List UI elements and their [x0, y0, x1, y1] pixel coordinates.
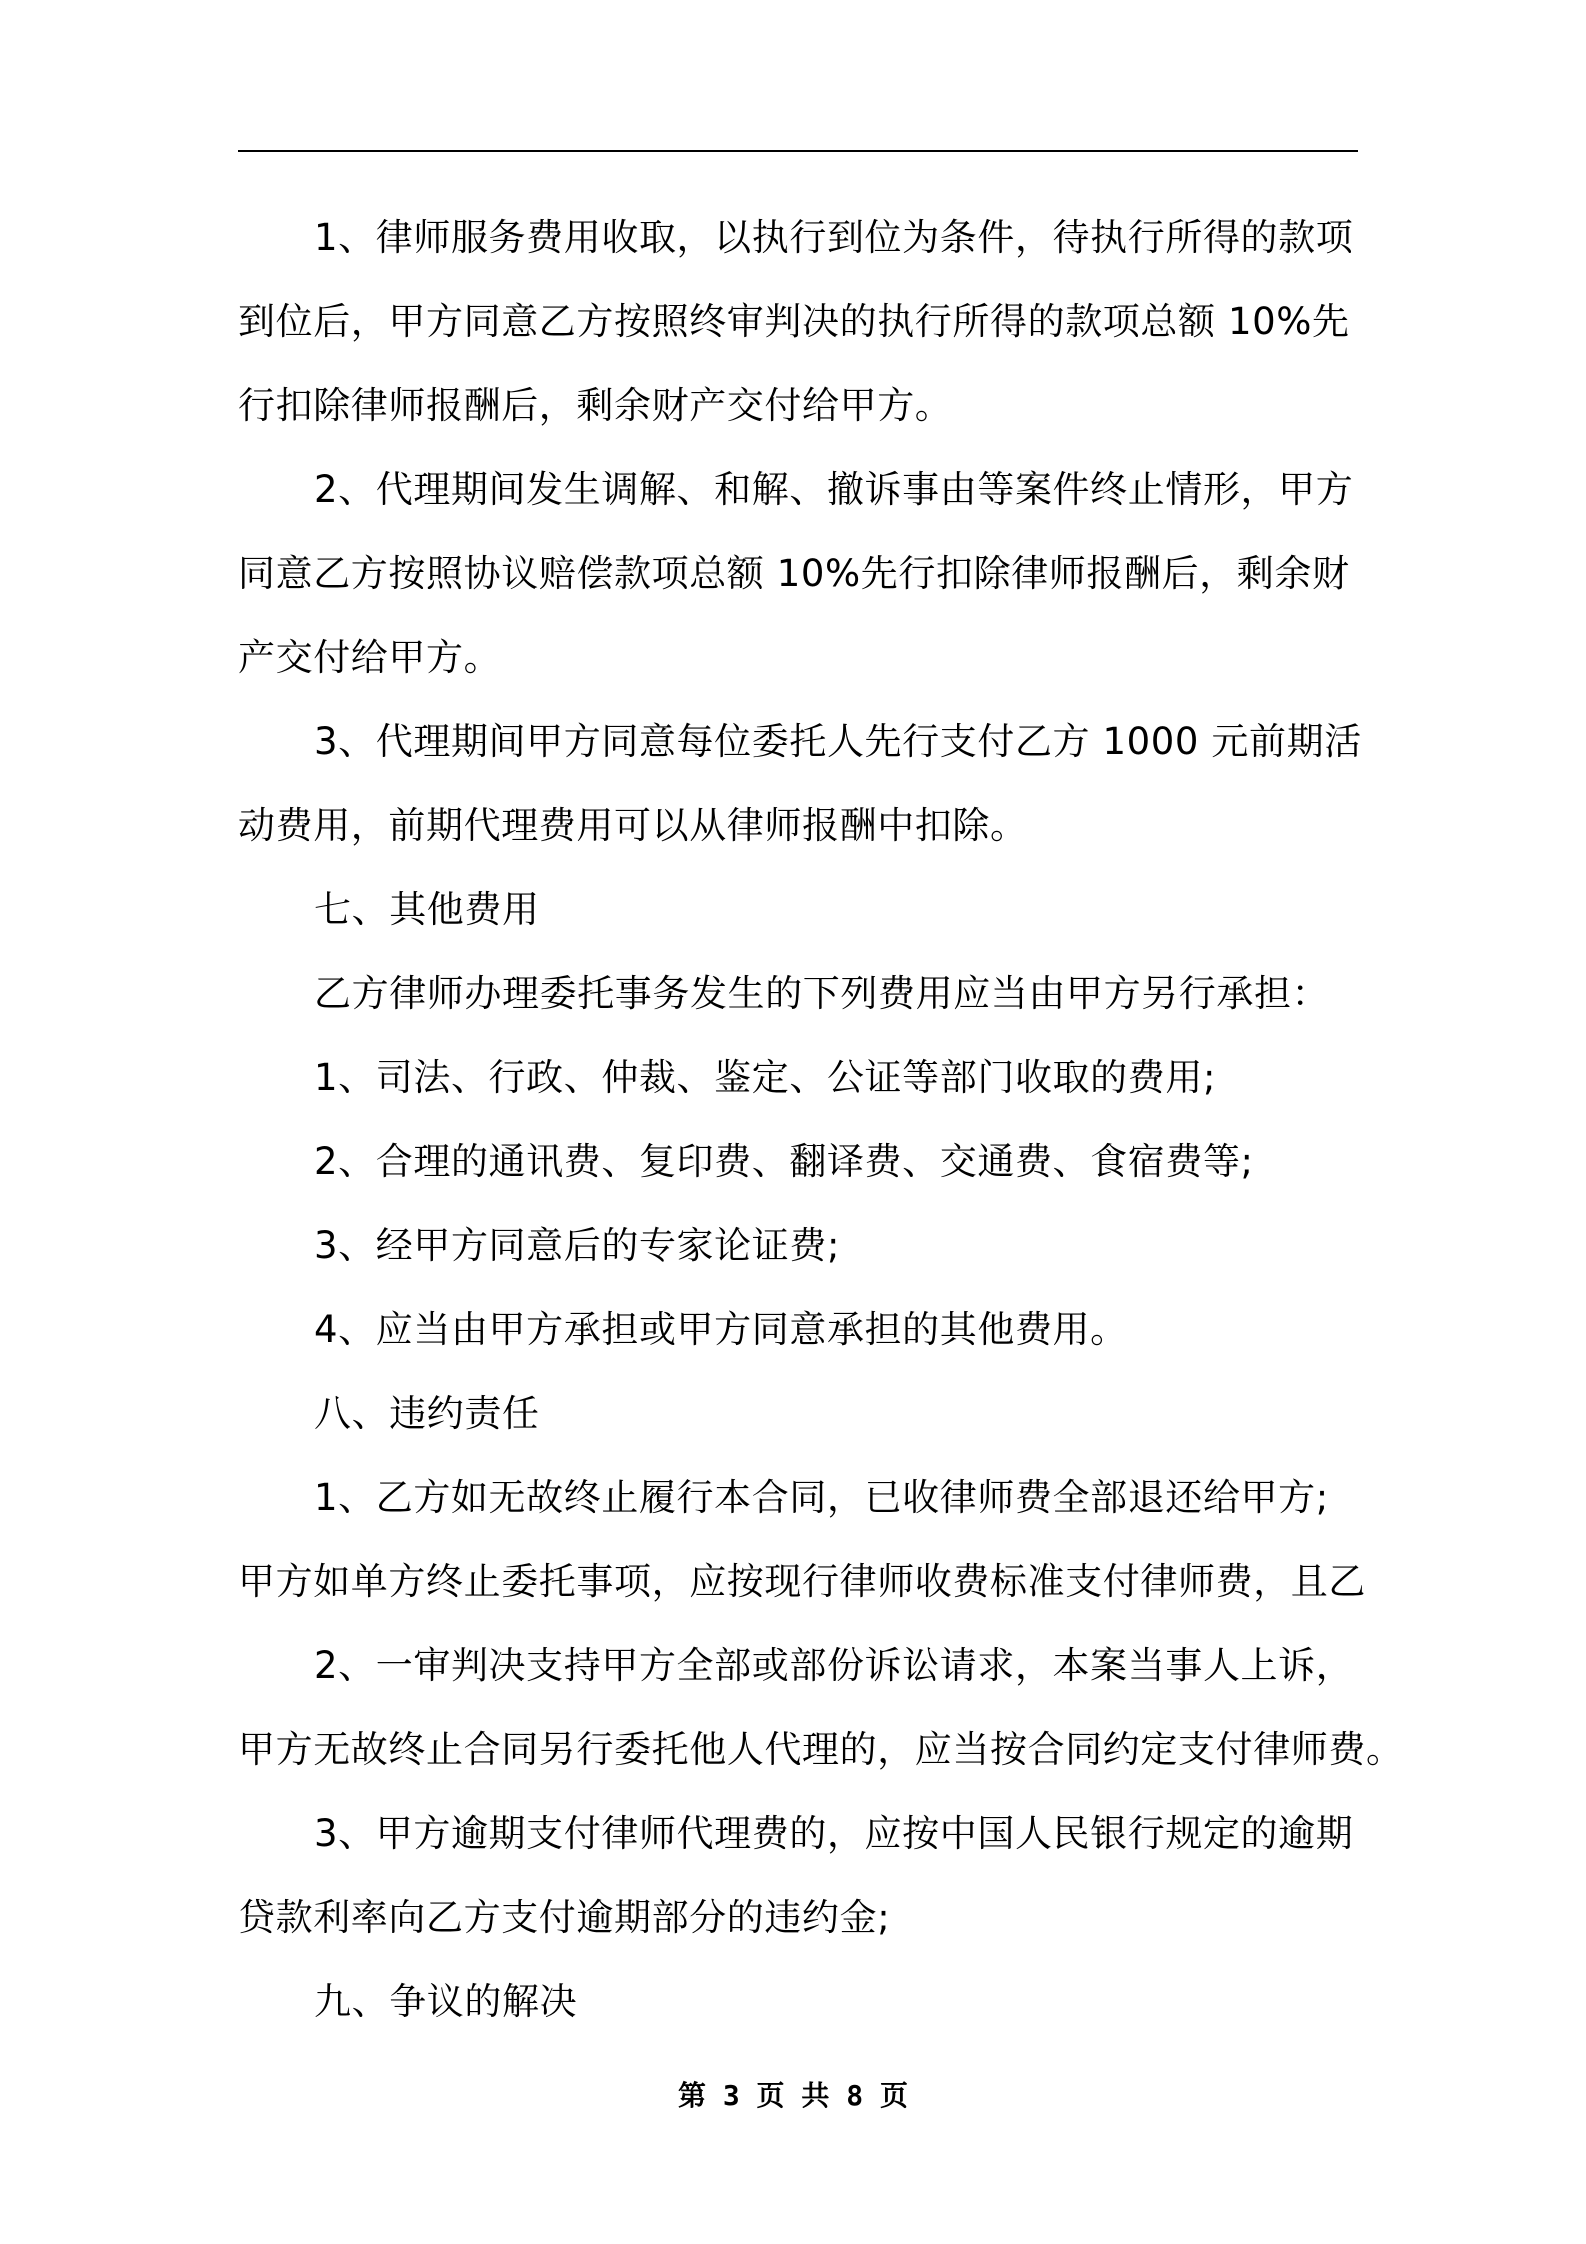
- list-item-fee-4: [238, 1288, 1358, 1372]
- list-item-fee-3: [238, 1204, 1358, 1288]
- text-line: 乙方律师办理委托事务发生的下列费用应当由甲方另行承担：: [314, 972, 1330, 1015]
- paragraph-breach-1: [238, 1456, 1366, 1624]
- paragraph-settlement: [238, 448, 1358, 700]
- text-line: 2、一审判决支持甲方全部或部份诉讼请求，本案当事人上诉，: [314, 1644, 1354, 1687]
- paragraph-fee-collection: [238, 196, 1358, 448]
- text-line: 行扣除律师报酬后，剩余财产交付给甲方。: [238, 384, 953, 427]
- text-line: 产交付给甲方。: [238, 636, 502, 679]
- header-rule: [238, 150, 1358, 152]
- text-line: 1、乙方如无故终止履行本合同，已收律师费全部退还给甲方;: [314, 1476, 1329, 1519]
- text-line: 1、律师服务费用收取，以执行到位为条件，待执行所得的款项: [314, 216, 1354, 259]
- text-line: 贷款利率向乙方支付逾期部分的违约金;: [238, 1896, 891, 1939]
- text-line: 3、甲方逾期支付律师代理费的，应按中国人民银行规定的逾期: [314, 1812, 1354, 1855]
- text-line: 到位后，甲方同意乙方按照终审判决的执行所得的款项总额 10%先: [238, 300, 1350, 343]
- page-number: 第 3 页 共 8 页: [677, 2079, 908, 2112]
- section-heading-breach: [238, 1372, 1358, 1456]
- text-line: 4、应当由甲方承担或甲方同意承担的其他费用。: [314, 1308, 1128, 1351]
- text-line: 七、其他费用: [314, 888, 540, 931]
- text-line: 动费用，前期代理费用可以从律师报酬中扣除。: [238, 804, 1028, 847]
- text-line: 1、司法、行政、仲裁、鉴定、公证等部门收取的费用;: [314, 1056, 1217, 1099]
- text-line: 同意乙方按照协议赔偿款项总额 10%先行扣除律师报酬后，剩余财: [238, 552, 1350, 595]
- paragraph-other-fees-intro: [238, 952, 1358, 1036]
- paragraph-breach-2: [238, 1624, 1404, 1792]
- text-line: 九、争议的解决: [314, 1980, 578, 2023]
- text-line: 八、违约责任: [314, 1392, 540, 1435]
- list-item-fee-2: [238, 1120, 1358, 1204]
- paragraph-breach-3: [238, 1792, 1358, 1960]
- section-heading-other-fees: [238, 868, 1358, 952]
- text-line: 3、代理期间甲方同意每位委托人先行支付乙方 1000 元前期活: [314, 720, 1362, 763]
- section-heading-dispute: [238, 1960, 1358, 2044]
- text-line: 3、经甲方同意后的专家论证费;: [314, 1224, 841, 1267]
- document-body: [238, 196, 1404, 2044]
- list-item-fee-1: [238, 1036, 1358, 1120]
- paragraph-advance-payment: [238, 700, 1362, 868]
- text-line: 甲方无故终止合同另行委托他人代理的，应当按合同约定支付律师费。: [238, 1728, 1404, 1771]
- text-line: 甲方如单方终止委托事项，应按现行律师收费标准支付律师费，且乙: [238, 1560, 1366, 1603]
- text-line: 2、合理的通讯费、复印费、翻译费、交通费、食宿费等;: [314, 1140, 1254, 1183]
- text-line: 2、代理期间发生调解、和解、撤诉事由等案件终止情形，甲方: [314, 468, 1354, 511]
